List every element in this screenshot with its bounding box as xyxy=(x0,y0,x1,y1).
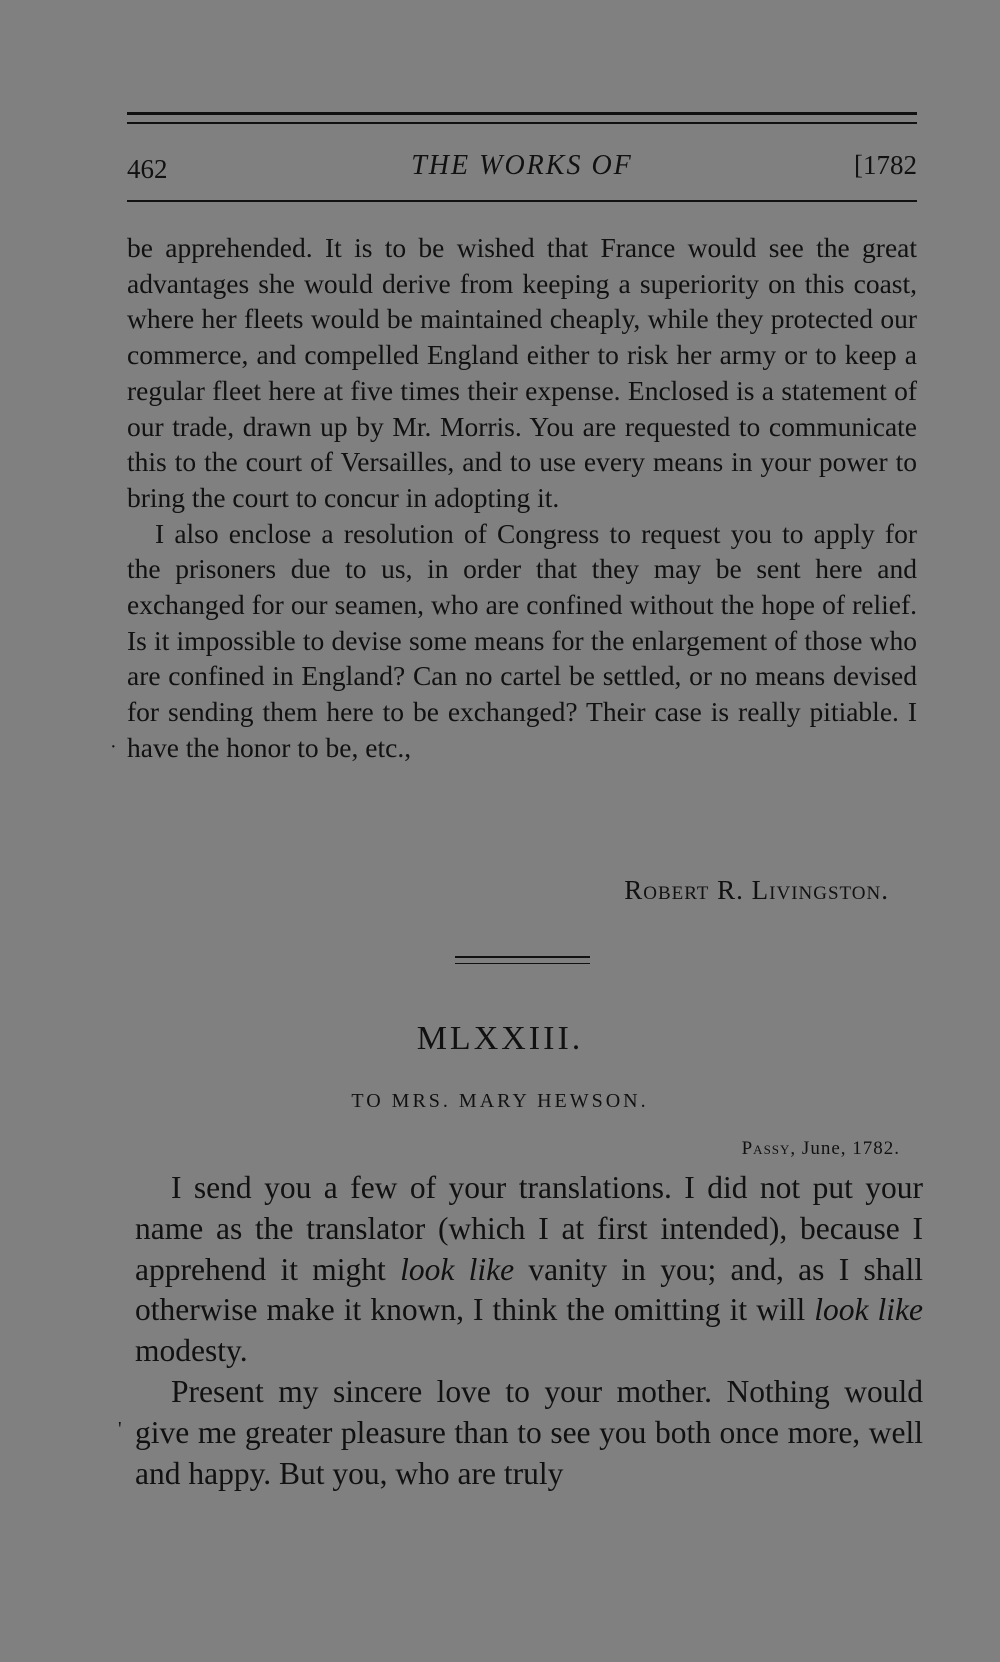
text-run: vanity in you; and, as I shall otherwise make it known, I think the omitting it will xyxy=(135,1251,923,1328)
header-top-rule-thin xyxy=(127,122,917,124)
letter-body xyxy=(127,230,917,766)
header-bottom-rule xyxy=(127,200,917,202)
margin-tick-mark: ' xyxy=(118,1418,122,1440)
margin-dot-mark: · xyxy=(110,736,117,758)
text-run: I send you a few of your translations. I did not put your name as the translator (which I at first intended), because I apprehend it might xyxy=(135,1170,923,1287)
italic-run: look like xyxy=(814,1292,923,1328)
running-header xyxy=(127,146,917,186)
header-year: [1782 xyxy=(854,150,917,180)
dateline-date: June, 1782. xyxy=(801,1138,900,1159)
signature: Robert R. Livingston. xyxy=(624,875,889,905)
paragraph xyxy=(135,1168,923,1372)
page-number: 462 xyxy=(127,154,168,184)
section-divider-thin xyxy=(455,963,590,964)
letter-body-2 xyxy=(135,1168,923,1494)
paragraph: Present my sincere love to your mother. Nothing would give me greater pleasure than to see you both once more, well and happy. But you, who are truly xyxy=(135,1373,923,1491)
paragraph: be apprehended. It is to be wished that France would see the great advantages she would derive from keeping a superiority on this coast, where her fleets would be maintained cheaply, while they protected our commerce, and compelled England either to risk her army or to keep a regular fleet here at five times their expense. Enclosed is a statement of our trade, drawn up by Mr. Morris. You are requested to communicate this to the court of Versailles, and to use every means in your power to bring the court to concur in adopting it. xyxy=(127,232,917,513)
section-divider xyxy=(455,956,590,958)
dateline-place: Passy, xyxy=(741,1138,797,1159)
recipient-heading: TO MRS. MARY HEWSON. xyxy=(351,1090,649,1112)
dateline xyxy=(742,1138,900,1160)
header-top-rule xyxy=(127,112,917,115)
paragraph: I also enclose a resolution of Congress to request you to apply for the prisoners due to us, in order that they may be sent here and exchanged for our seamen, who are confined without the hope of relief. Is it impossible to devise some means for the enlargement of those who are confined in England? Can no cartel be settled, or no means devised for sending them here to be exchanged? Their case is really pitiable. I have the honor to be, etc., xyxy=(127,517,917,763)
letter-number: MLXXIII. xyxy=(416,1020,584,1057)
running-title: THE WORKS OF xyxy=(411,150,633,181)
italic-run: look like xyxy=(400,1251,515,1287)
text-run: modesty. xyxy=(135,1333,248,1369)
